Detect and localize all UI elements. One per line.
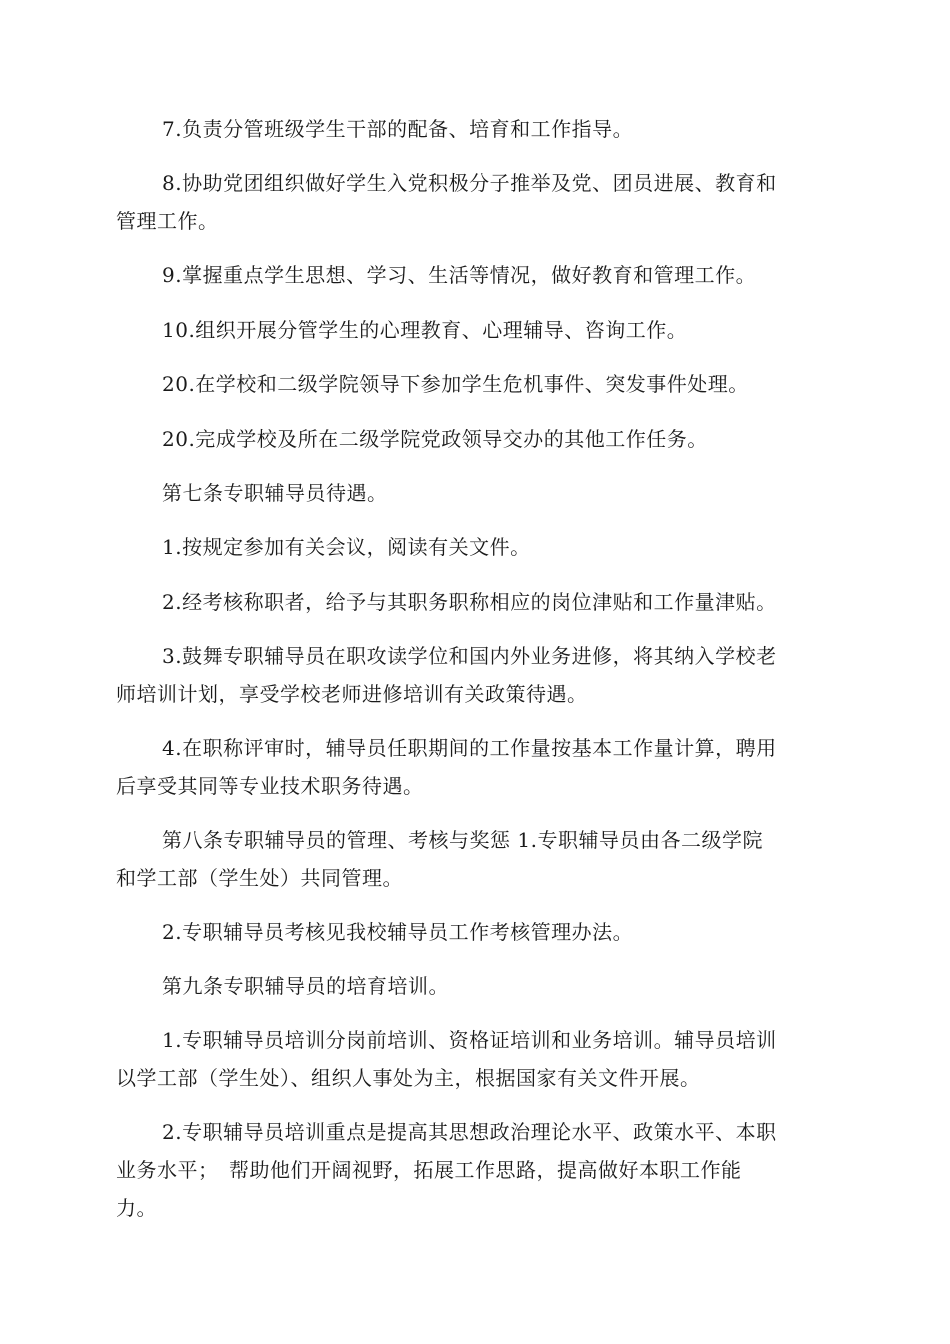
paragraph-line: 2.专职辅导员考核见我校辅导员工作考核管理办法。 (162, 920, 634, 944)
paragraph-line: 和学工部（学生处）共同管理。 (116, 866, 403, 890)
paragraph-line: 1.专职辅导员培训分岗前培训、资格证培训和业务培训。辅导员培训 (162, 1028, 777, 1052)
paragraph-line: 20.在学校和二级学院领导下参加学生危机事件、突发事件处理。 (162, 372, 749, 396)
paragraph-a7-3 (116, 637, 836, 713)
paragraph-line: 后享受其同等专业技术职务待遇。 (116, 774, 424, 798)
paragraph-9 (116, 256, 836, 294)
article-8-paragraph (116, 821, 836, 897)
paragraph-line: 第七条专职辅导员待遇。 (162, 481, 388, 505)
paragraph-a7-4 (116, 729, 836, 805)
paragraph-a9-2 (116, 1113, 836, 1227)
paragraph-line: 1.按规定参加有关会议，阅读有关文件。 (162, 535, 531, 559)
paragraph-line: 第九条专职辅导员的培育培训。 (162, 974, 449, 998)
paragraph-7 (116, 110, 836, 148)
paragraph-line: 9.掌握重点学生思想、学习、生活等情况，做好教育和管理工作。 (162, 263, 757, 287)
article-9-heading (116, 967, 836, 1005)
paragraph-a7-1 (116, 528, 836, 566)
paragraph-a7-2 (116, 583, 836, 621)
paragraph-line: 师培训计划，享受学校老师进修培训有关政策待遇。 (116, 682, 588, 706)
paragraph-line: 2.专职辅导员培训重点是提高其思想政治理论水平、政策水平、本职 (162, 1120, 777, 1144)
paragraph-line: 10.组织开展分管学生的心理教育、心理辅导、咨询工作。 (162, 318, 688, 342)
paragraph-line: 力。 (116, 1196, 157, 1220)
paragraph-line: 以学工部（学生处）、组织人事处为主，根据国家有关文件开展。 (116, 1066, 701, 1090)
paragraph-20b (116, 420, 836, 458)
paragraph-line: 3.鼓舞专职辅导员在职攻读学位和国内外业务进修，将其纳入学校老 (162, 644, 777, 668)
paragraph-line: 7.负责分管班级学生干部的配备、培育和工作指导。 (162, 117, 634, 141)
paragraph-line: 业务水平； 帮助他们开阔视野，拓展工作思路，提高做好本职工作能 (116, 1158, 742, 1182)
paragraph-line: 第八条专职辅导员的管理、考核与奖惩 1.专职辅导员由各二级学院 (162, 828, 763, 852)
paragraph-line: 8.协助党团组织做好学生入党积极分子推举及党、团员进展、教育和 (162, 171, 777, 195)
paragraph-line: 4.在职称评审时，辅导员任职期间的工作量按基本工作量计算，聘用 (162, 736, 777, 760)
paragraph-10 (116, 311, 836, 349)
paragraph-line: 2.经考核称职者，给予与其职务职称相应的岗位津贴和工作量津贴。 (162, 590, 777, 614)
paragraph-line: 管理工作。 (116, 209, 219, 233)
paragraph-a8-2 (116, 913, 836, 951)
paragraph-a9-1 (116, 1021, 836, 1097)
paragraph-8 (116, 164, 836, 240)
article-7-heading (116, 474, 836, 512)
paragraph-line: 20.完成学校及所在二级学院党政领导交办的其他工作任务。 (162, 427, 708, 451)
paragraph-20a (116, 365, 836, 403)
